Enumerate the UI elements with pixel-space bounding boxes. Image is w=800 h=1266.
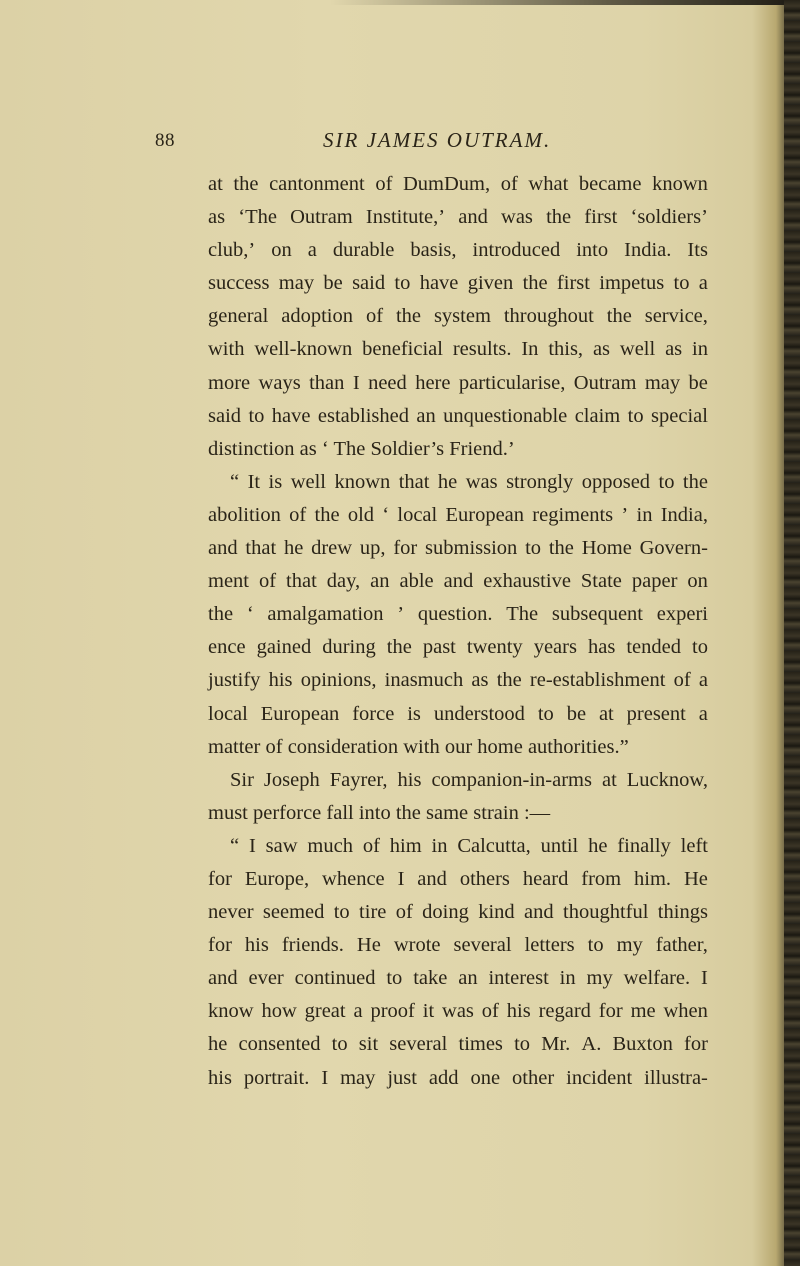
text-line: justify his opinions, inasmuch as the re-establishment of a <box>208 669 708 692</box>
text-line: general adoption of the system throughout the service, <box>208 305 708 328</box>
text-line: “ It is well known that he was strongly opposed to the <box>230 470 708 493</box>
text-line: for his friends. He wrote several letters to my father, <box>208 934 708 957</box>
text-line: local European force is understood to be at present a <box>208 702 708 725</box>
text-line: at the cantonment of DumDum, of what became known <box>208 173 708 195</box>
text-line: matter of consideration with our home authorities.” <box>208 735 629 758</box>
text-line: ence gained during the past twenty years has tended to <box>208 636 708 659</box>
text-line: the ‘ amalgamation ’ question. The subsequent experi <box>208 603 708 626</box>
text-line: success may be said to have given the first impetus to a <box>208 272 708 295</box>
text-line: never seemed to tire of doing kind and thoughtful things <box>208 901 708 924</box>
text-line: know how great a proof it was of his regard for me when <box>208 1000 708 1023</box>
running-head: SIR JAMES OUTRAM. <box>323 128 552 152</box>
text-line: he consented to sit several times to Mr. A. Buxton for <box>208 1033 708 1056</box>
page-header <box>0 128 800 162</box>
text-line: and that he drew up, for submission to the Home Govern- <box>208 537 708 560</box>
text-line: more ways than I need here particularise, Outram may be <box>208 371 708 394</box>
text-line: and ever continued to take an interest in my welfare. I <box>208 967 708 990</box>
text-line: ment of that day, an able and exhaustive State paper on <box>208 570 708 593</box>
text-line: said to have established an unquestionable claim to special <box>208 404 708 427</box>
body-text <box>208 168 708 1095</box>
text-line: distinction as ‘ The Soldier’s Friend.’ <box>208 437 515 460</box>
book-spine-edge <box>784 0 800 1266</box>
text-line: as ‘The Outram Institute,’ and was the first ‘soldiers’ <box>208 206 708 229</box>
text-line: with well-known beneficial results. In this, as well as in <box>208 338 708 361</box>
text-line: for Europe, whence I and others heard from him. He <box>208 867 708 890</box>
text-line: club,’ on a durable basis, introduced into India. Its <box>208 239 708 262</box>
text-line: “ I saw much of him in Calcutta, until he finally left <box>230 834 708 857</box>
text-line: Sir Joseph Fayrer, his companion-in-arms at Lucknow, <box>230 768 708 791</box>
text-line: his portrait. I may just add one other incident illustra- <box>208 1066 708 1089</box>
page-number: 88 <box>155 130 175 151</box>
text-line: abolition of the old ‘ local European regiments ’ in India, <box>208 503 708 526</box>
page-top-shadow <box>330 0 800 5</box>
text-line: must perforce fall into the same strain :— <box>208 801 551 824</box>
